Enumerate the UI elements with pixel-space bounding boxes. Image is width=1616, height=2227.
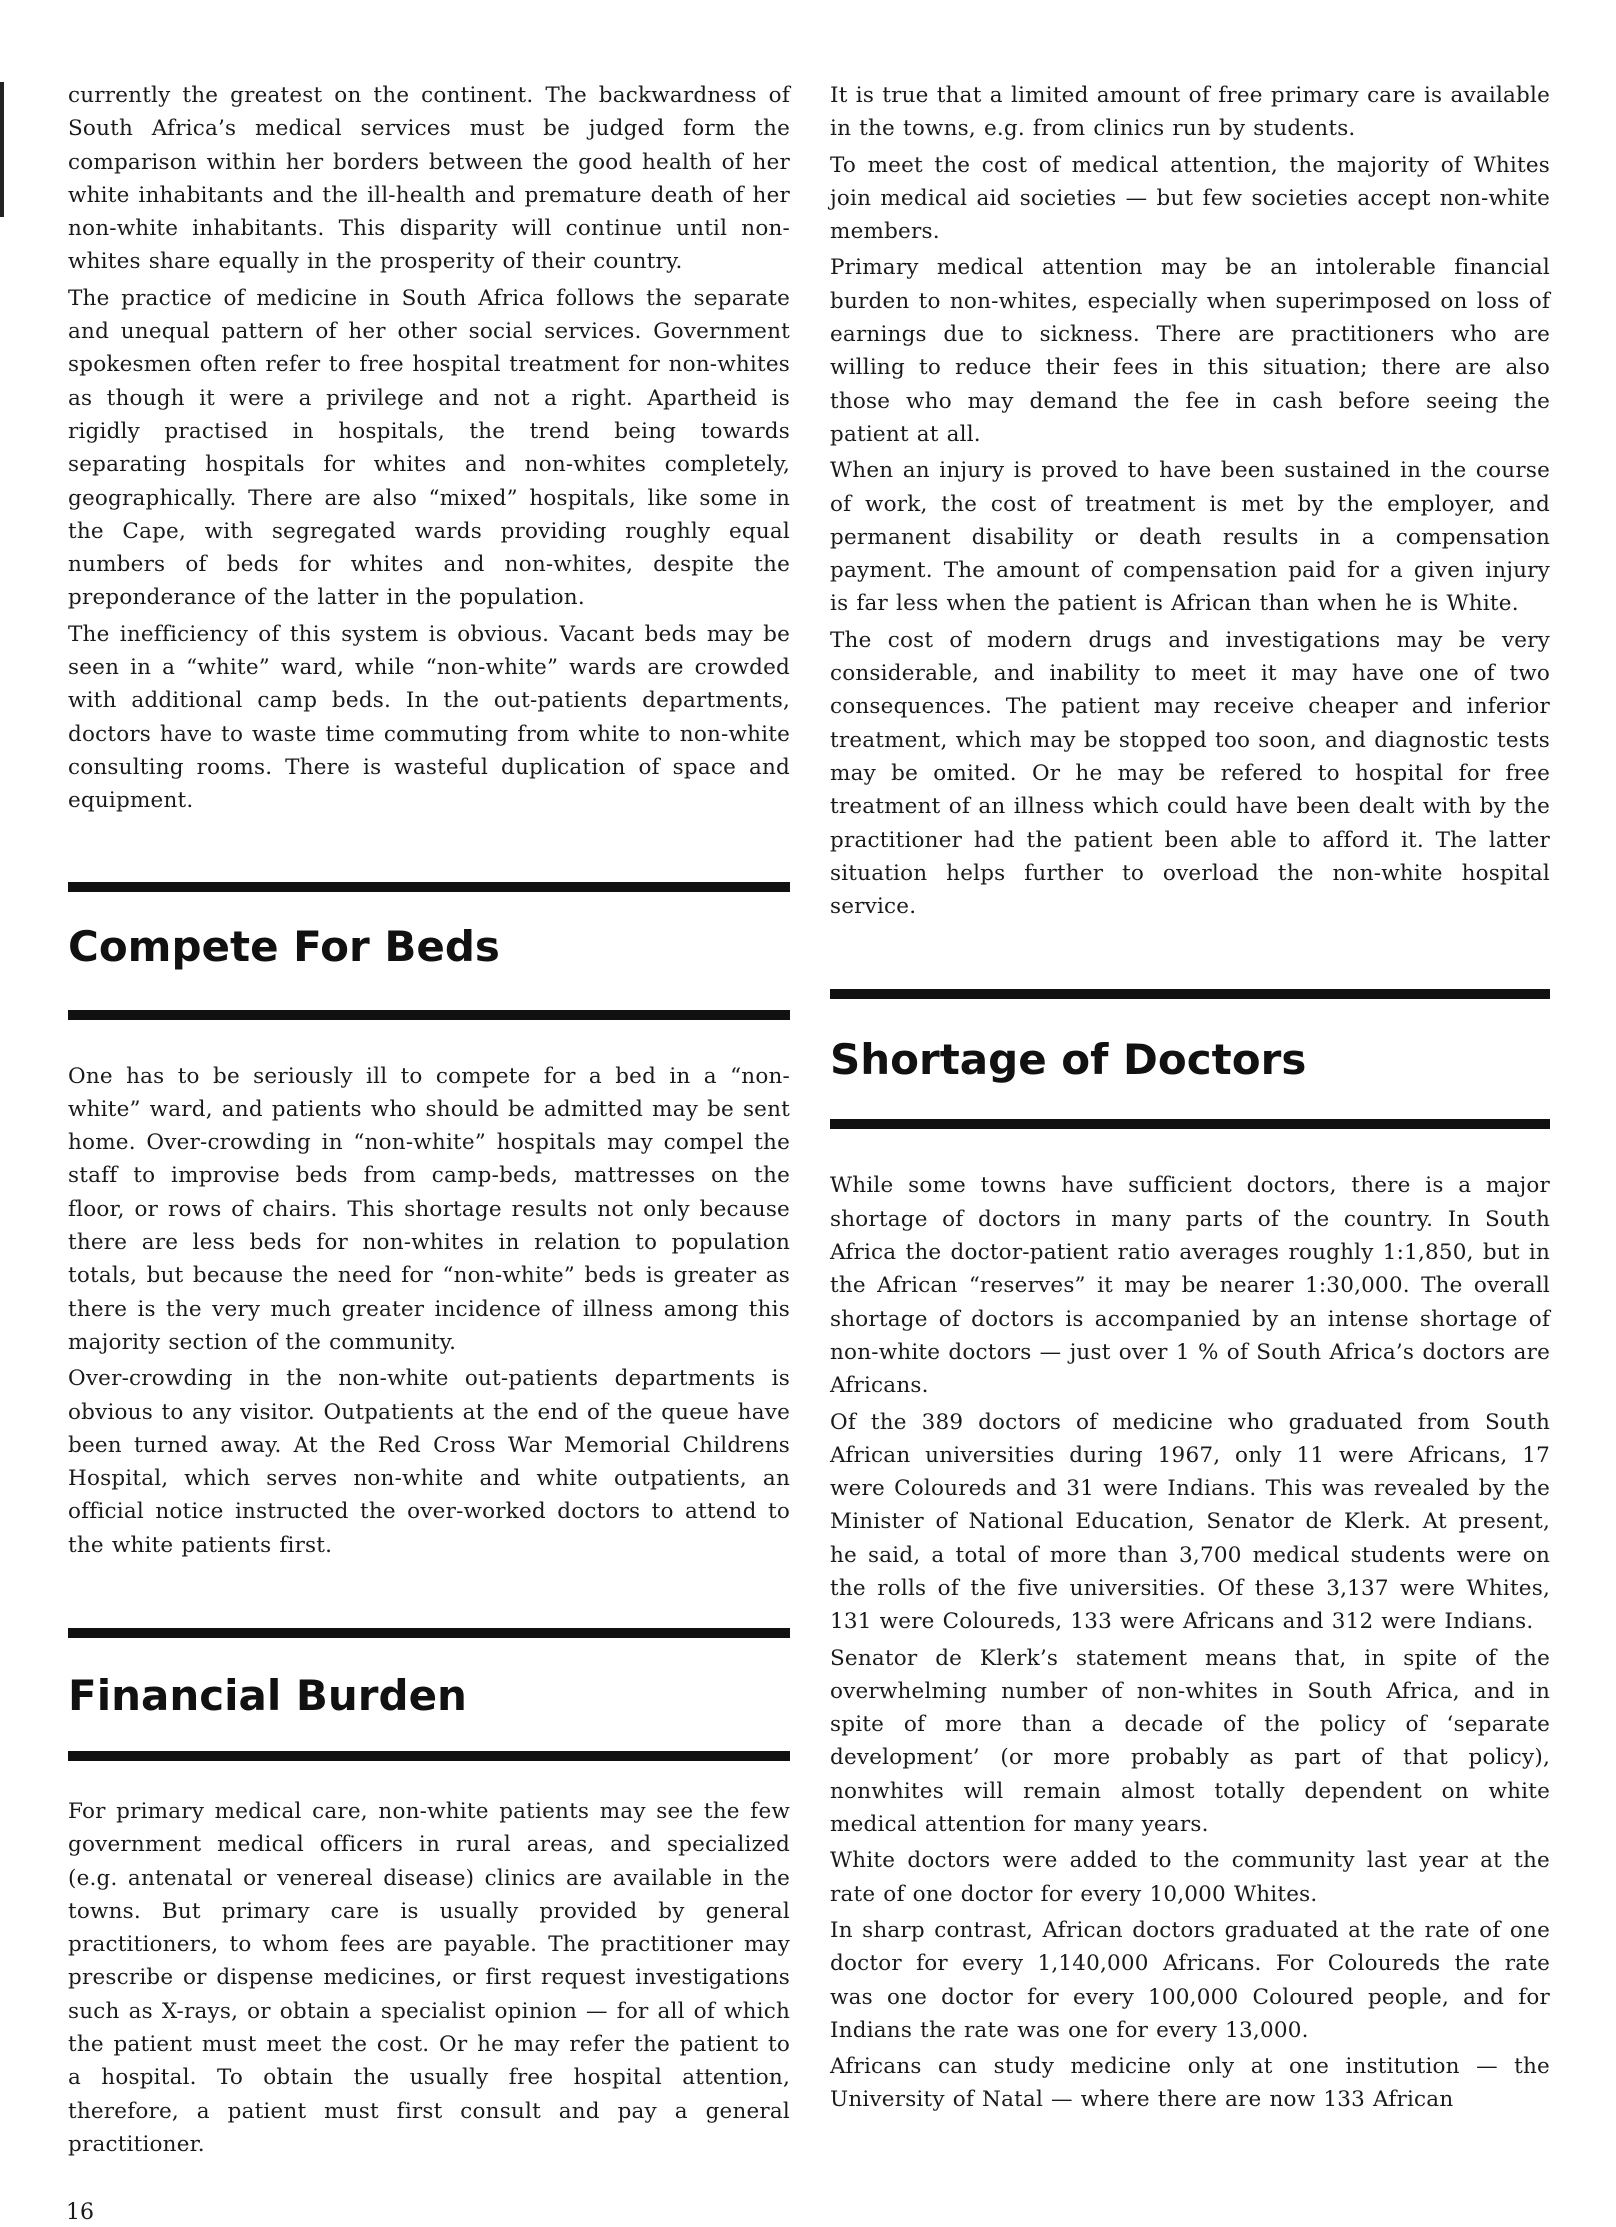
body-paragraph: While some towns have sufficient doctors, there is a major shortage of doctors in many parts of the country. In South Africa the doctor-patient ratio averages roughly 1:1,850, but in the African “reserves” it may be nearer 1:30,000. The overall shortage of doctors is accompanied by an intense shortage of non-white doctors — just over 1 % of South Africa’s doctors are Africans. <box>830 1173 1550 1399</box>
right-column <box>830 0 1550 2117</box>
heading-compete-for-beds: Compete For Beds <box>68 921 500 971</box>
body-paragraph: For primary medical care, non-white patients may see the few government medical officers in rural areas, and specialized (e.g. antenatal or venereal disease) clinics are available in the towns. But primary care is usually provided by general practitioners, to whom fees are payable. The practitioner may prescribe or dispense medicines, or first request investigations such as X-rays, or obtain a specialist opinion — for all of which the patient must meet the cost. Or he may refer the patient to a hospital. To obtain the usually free hospital attention, therefore, a patient must first consult and pay a general practitioner. <box>68 1798 790 2157</box>
body-paragraph: It is true that a limited amount of free primary care is available in the towns, e.g. from clinics run by students. <box>830 83 1550 142</box>
body-paragraph: One has to be seriously ill to compete for a bed in a “non-white” ward, and patients who should be admitted may be sent home. Over-crowding in “non-white” hospitals may compel the staff to improvise beds from camp-beds, mattresses on the floor, or rows of chairs. This shortage results not only because there are less beds for non-whites in relation to population totals, but because the need for “non-white” beds is greater as there is the very much greater incidence of illness among this majority section of the community. <box>68 1063 790 1355</box>
body-paragraph: Over-crowding in the non-white out-patients departments is obvious to any visitor. Outpatients at the end of the queue have been turned away. At the Red Cross War Memorial Childrens Hospital, which serves non-white and white outpatients, an official notice instructed the over-worked doctors to attend to the white patients first. <box>68 1366 790 1558</box>
left-column <box>68 0 790 2161</box>
body-paragraph: Africans can study medicine only at one institution — the University of Natal — where there are now 133 African <box>830 2054 1550 2113</box>
body-paragraph: The cost of modern drugs and investigations may be very considerable, and inability to meet it may have one of two consequences. The patient may receive cheaper and inferior treatment, which may be stopped too soon, and diagnostic tests may be omited. Or he may be refered to hospital for free treatment of an illness which could have been dealt with by the practitioner had the patient been able to afford it. The latter situation helps further to overload the non-white hospital service. <box>830 627 1550 920</box>
section-rule <box>830 1119 1550 1129</box>
body-paragraph: To meet the cost of medical attention, the majority of Whites join medical aid societies — but few societies accept non-white members. <box>830 152 1550 245</box>
body-paragraph: The practice of medicine in South Africa follows the separate and unequal pattern of her other social services. Government spokesmen often refer to free hospital treatment for non-whites as though it were a privilege and not a right. Apartheid is rigidly practised in hospitals, the trend being towards separating hospitals for whites and non-whites completely, geographically. There are also “mixed” hospitals, like some in the Cape, with segregated wards providing roughly equal numbers of beds for whites and non-whites, despite the preponderance of the latter in the population. <box>68 285 790 611</box>
body-paragraph: White doctors were added to the community last year at the rate of one doctor for every 10,000 Whites. <box>830 1848 1550 1907</box>
section-rule <box>68 1010 790 1020</box>
section-rule <box>830 989 1550 999</box>
section-rule <box>68 1628 790 1638</box>
body-paragraph: In sharp contrast, African doctors graduated at the rate of one doctor for every 1,140,000 Africans. For Coloureds the rate was one doctor for every 100,000 Coloured people, and for Indians the rate was one for every 13,000. <box>830 1917 1550 2043</box>
body-paragraph: Senator de Klerk’s statement means that, in spite of the overwhelming number of non-whites in South Africa, and in spite of more than a decade of the policy of ‘separate development’ (or more probably as part of that policy), nonwhites will remain almost totally dependent on white medical attention for many years. <box>830 1645 1550 1838</box>
body-paragraph: currently the greatest on the continent. The backwardness of South Africa’s medical services must be judged form the comparison within her borders between the good health of her white inhabitants and the ill-health and premature death of her non-white inhabitants. This disparity will continue until non-whites share equally in the prosperity of their country. <box>68 83 790 275</box>
heading-shortage-of-doctors: Shortage of Doctors <box>830 1035 1307 1085</box>
section-rule <box>68 882 790 892</box>
body-paragraph: When an injury is proved to have been sustained in the course of work, the cost of treatment is met by the employer, and permanent disability or death results in a compensation payment. The amount of compensation paid for a given injury is far less when the patient is African than when he is White. <box>830 458 1550 617</box>
section-rule <box>68 1751 790 1761</box>
body-paragraph: Of the 389 doctors of medicine who graduated from South African universities during 1967, only 11 were Africans, 17 were Coloureds and 31 were Indians. This was revealed by the Minister of National Education, Senator de Klerk. At present, he said, a total of more than 3,700 medical students were on the rolls of the five universities. Of these 3,137 were Whites, 131 were Coloureds, 133 were Africans and 312 were Indians. <box>830 1409 1550 1635</box>
page-number: 16 <box>66 2200 94 2225</box>
scan-margin-mark <box>0 82 4 217</box>
heading-financial-burden: Financial Burden <box>68 1670 467 1720</box>
body-paragraph: Primary medical attention may be an intolerable financial burden to non-whites, especially when superimposed on loss of earnings due to sickness. There are practitioners who are willing to reduce their fees in this situation; there are also those who may demand the fee in cash before seeing the patient at all. <box>830 255 1550 447</box>
body-paragraph: The inefficiency of this system is obvious. Vacant beds may be seen in a “white” ward, while “non-white” wards are crowded with additional camp beds. In the out-patients departments, doctors have to waste time commuting from white to non-white consulting rooms. There is wasteful duplication of space and equipment. <box>68 621 790 814</box>
